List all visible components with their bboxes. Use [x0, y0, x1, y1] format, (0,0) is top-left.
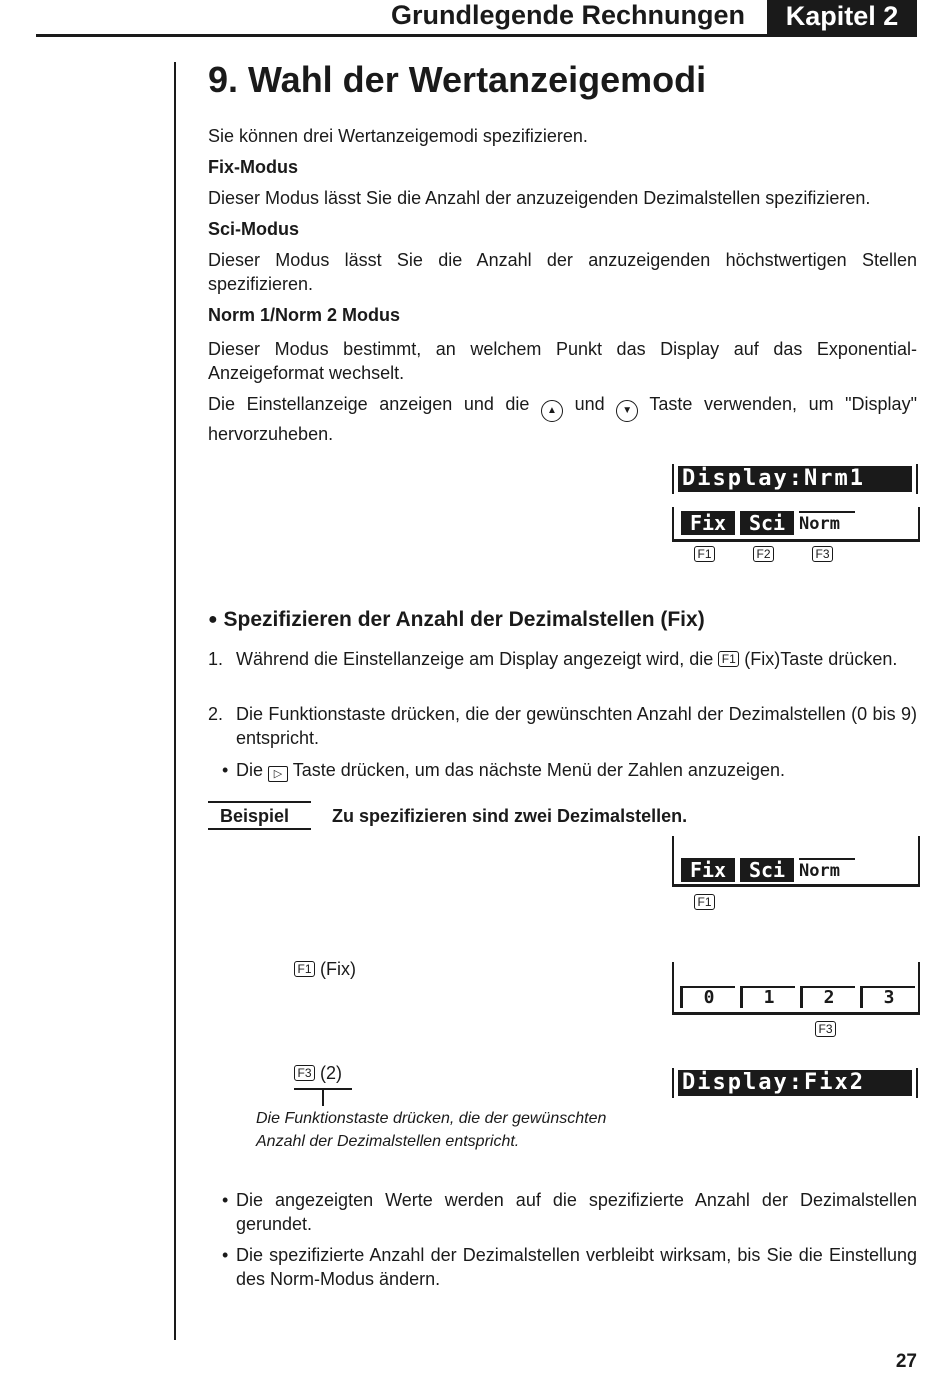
mode-fix-heading: Fix-Modus: [208, 157, 298, 177]
mode-norm-heading: Norm 1/Norm 2 Modus: [208, 305, 401, 325]
calc-screen-display-line: [672, 464, 918, 494]
note-bullet-2: •: [222, 1245, 229, 1265]
f2-key-icon: F2: [753, 546, 774, 562]
note-2: Die spezifizierte Anzahl der Dezimalstellen verbleibt wirksam, bis Sie die Einstellung des Norm-Modus ändern.: [236, 1245, 917, 1289]
example-note-line1: Die Funktionstaste drücken, die der gewünschten: [256, 1110, 607, 1127]
menu-norm: Norm: [799, 858, 855, 882]
page-number: 27: [895, 1351, 917, 1372]
step-1-part2: (Fix)Taste drücken.: [744, 649, 898, 669]
step-1-part1: Während die Einstellanzeige am Display angezeigt wird, die: [236, 649, 714, 669]
mode-sci-desc: Dieser Modus lässt Sie die Anzahl der anzuzeigenden höchstwertigen Stellen spezifizieren.: [208, 250, 917, 294]
header-rule: [36, 34, 917, 37]
screen-left-border: [672, 464, 674, 494]
bullet-icon: ●: [208, 611, 218, 628]
mode-norm-desc: Dieser Modus bestimmt, an welchem Punkt das Display auf das Exponential-Anzeigeformat wechselt.: [208, 339, 917, 383]
screen-right-border: [916, 464, 918, 494]
display-setting-line: Display:Nrm1: [678, 466, 912, 492]
example-step2: [294, 1061, 342, 1085]
sub-bullet-part1: Die: [236, 760, 264, 780]
intro-text: Sie können drei Wertanzeigemodi spezifizieren.: [208, 126, 588, 146]
note-bullet-1: •: [222, 1190, 229, 1210]
note-1: Die angezeigten Werte werden auf die spezifizierte Anzahl der Dezimalstellen gerundet.: [236, 1190, 917, 1234]
page-title: 9. Wahl der Wertanzeigemodi: [208, 59, 707, 100]
example-rule-bottom: [208, 828, 311, 830]
step-2-number: 2.: [208, 704, 224, 724]
screen-right-border: [916, 1068, 918, 1098]
f1-key-icon: F1: [294, 961, 315, 977]
mode-sci-heading: Sci-Modus: [208, 219, 300, 239]
step-1-text: [236, 647, 917, 671]
up-arrow-key-icon: ▲: [541, 400, 563, 422]
pointer-line-vertical: [322, 1088, 324, 1106]
number-2: 2: [800, 986, 855, 1008]
section-heading-text: Spezifizieren der Anzahl der Dezimalstellen (Fix): [223, 608, 705, 631]
right-arrow-key-icon: ▷: [268, 766, 288, 782]
instruction-text: [208, 392, 917, 446]
f1-key-icon: F1: [718, 651, 739, 667]
example-screen-numbers: [672, 962, 920, 1015]
example-rule-top: [208, 801, 311, 803]
sub-bullet-part2: Taste drücken, um das nächste Menü der Zahlen anzuzeigen.: [292, 760, 786, 780]
example-note-line2: Anzahl der Dezimalstellen entspricht.: [256, 1133, 520, 1150]
number-0: 0: [680, 986, 735, 1008]
f1-key-icon: F1: [694, 546, 715, 562]
example-step1: [294, 957, 356, 981]
section-heading-fix: [208, 606, 705, 634]
instruction-part3: Taste verwenden, um "Display" hervorzuheben.: [208, 394, 917, 444]
display-fix-line: Display:Fix2: [678, 1070, 912, 1096]
menu-fix: Fix: [681, 858, 735, 882]
calc-screen-menu: [672, 507, 920, 542]
f3-key-icon: F3: [812, 546, 833, 562]
f3-key-icon: F3: [815, 1021, 836, 1037]
menu-fix: Fix: [681, 511, 735, 535]
mode-fix-desc: Dieser Modus lässt Sie die Anzahl der anzuzeigenden Dezimalstellen spezifizieren.: [208, 188, 871, 208]
step-1-number: 1.: [208, 649, 224, 669]
margin-rule: [174, 62, 176, 1340]
chapter-label: Kapitel 2: [767, 0, 917, 34]
screen-left-border: [672, 1068, 674, 1098]
step-2-text: Die Funktionstaste drücken, die der gewünschten Anzahl der Dezimalstellen (0 bis 9) entspricht.: [236, 704, 917, 748]
down-arrow-key-icon: ▼: [616, 400, 638, 422]
example-step1-text: (Fix): [320, 959, 356, 979]
menu-norm: Norm: [799, 511, 855, 535]
section-title: Grundlegende Rechnungen: [390, 0, 745, 30]
f1-key-icon: F1: [694, 894, 715, 910]
sub-bullet: •: [222, 760, 229, 780]
example-label: Beispiel: [220, 806, 290, 826]
result-screen: [672, 1068, 918, 1098]
menu-sci: Sci: [740, 858, 794, 882]
example-screen-menu: [672, 836, 920, 887]
menu-sci: Sci: [740, 511, 794, 535]
instruction-part1: Die Einstellanzeige anzeigen und die: [208, 394, 530, 414]
f3-key-icon: F3: [294, 1065, 315, 1081]
number-3: 3: [860, 986, 915, 1008]
example-text: Zu spezifizieren sind zwei Dezimalstellen.: [332, 806, 688, 826]
example-step2-text: (2): [320, 1063, 343, 1083]
sub-bullet-text: [236, 758, 917, 782]
instruction-part2: und: [574, 394, 605, 414]
number-1: 1: [740, 986, 795, 1008]
